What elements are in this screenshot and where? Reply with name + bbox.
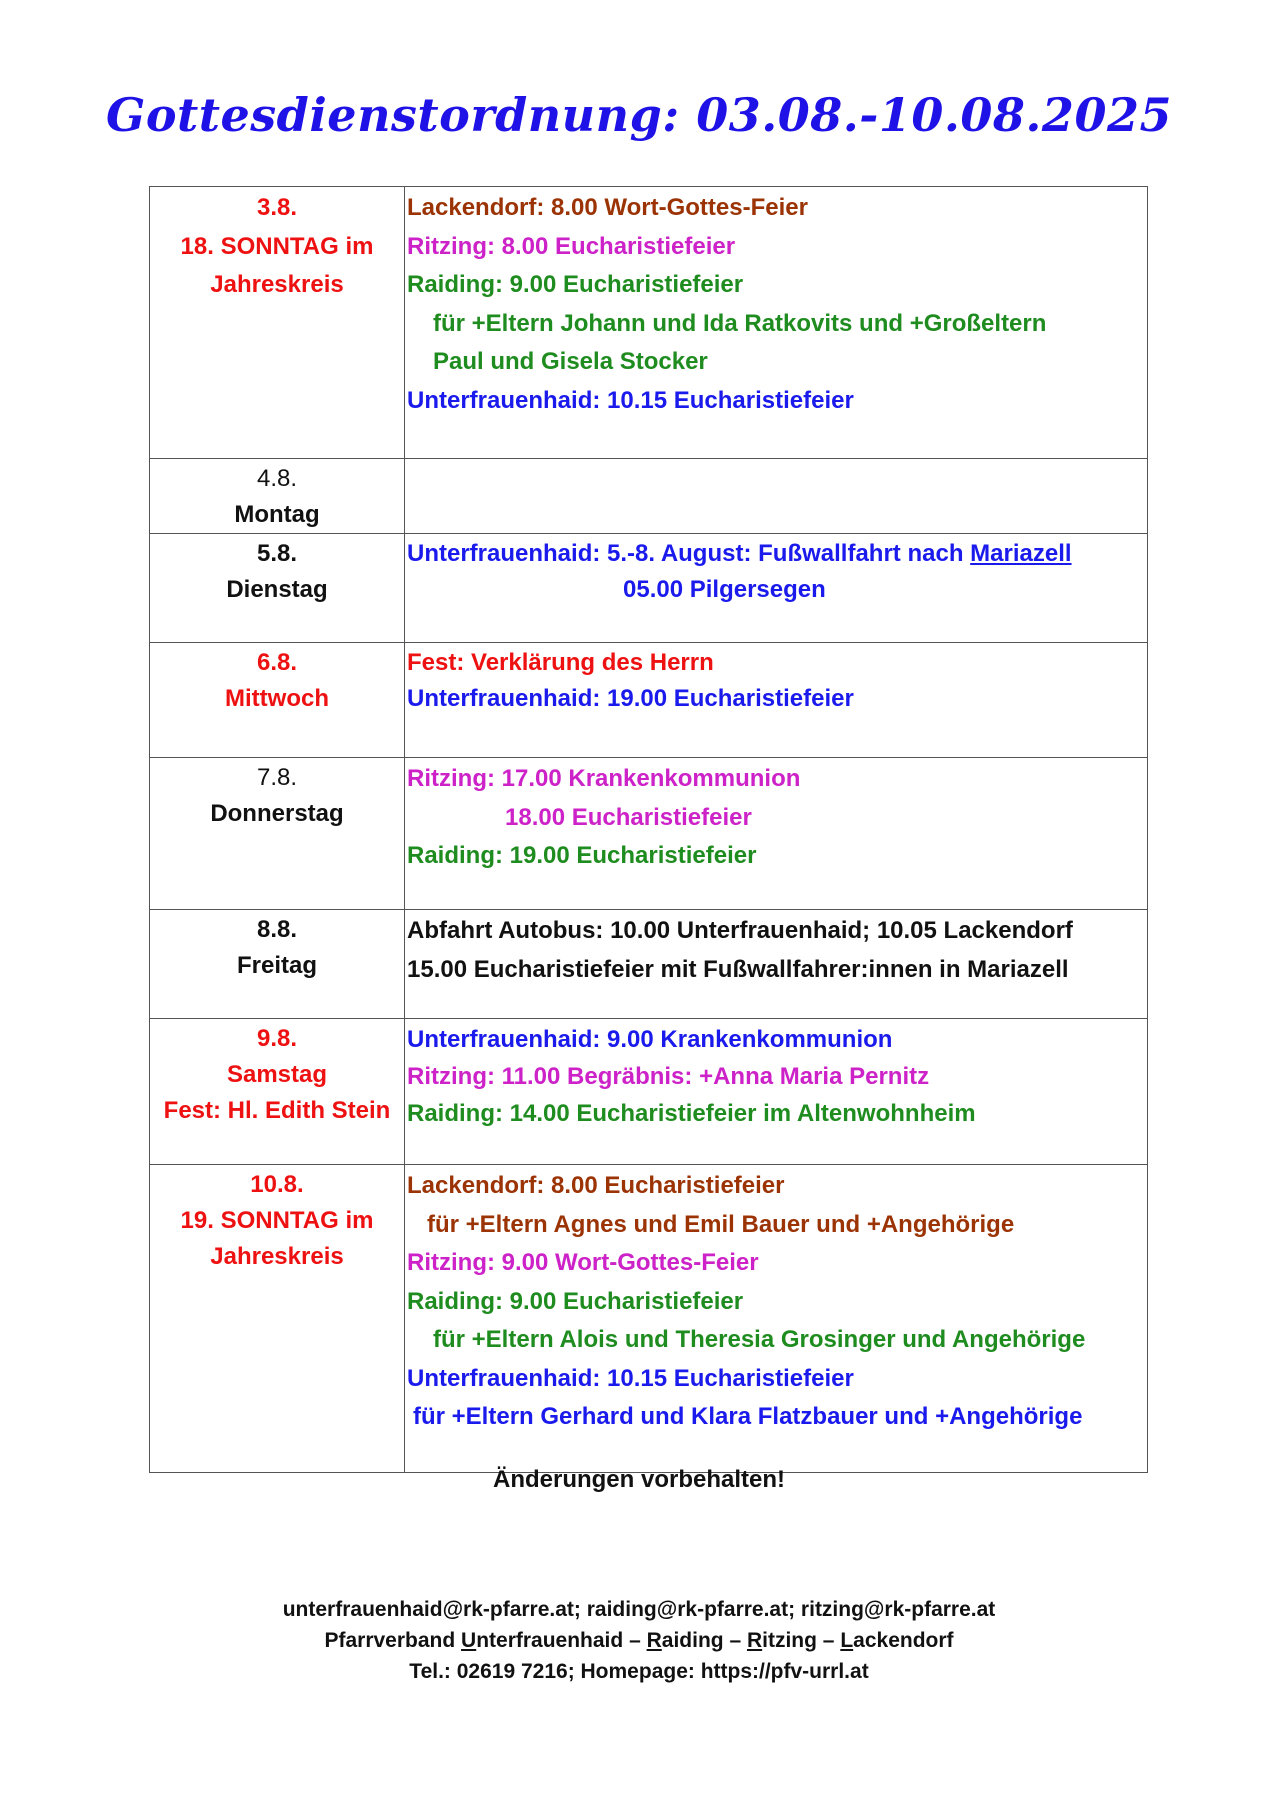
changes-note: Änderungen vorbehalten! [492,1466,786,1493]
entry-line [407,536,1147,572]
entry-line: Lackendorf: 8.00 Wort-Gottes-Feier [407,194,808,221]
entry-line: für +Eltern Alois und Theresia Grosinger und Angehörige [433,1326,1086,1353]
table-row [150,910,1148,1019]
footer [0,1594,1278,1687]
day-cell [150,534,405,643]
day-date: 3.8. [256,194,298,221]
table-row [150,758,1148,910]
footer-emails[interactable]: unterfrauenhaid@rk-pfarre.at; raiding@rk-pfarre.at; ritzing@rk-pfarre.at [282,1598,996,1621]
schedule-table [149,186,1148,1473]
entry-line: Lackendorf: 8.00 Eucharistiefeier [407,1172,785,1199]
entries-cell [405,534,1148,643]
association-initial-r: R [746,1629,763,1652]
day-cell [150,459,405,534]
day-cell [150,187,405,459]
entries-cell [405,1019,1148,1165]
association-prefix: Pfarrverband [324,1629,462,1652]
entries-cell [405,187,1148,459]
day-cell [150,758,405,910]
association-initial-l: L [840,1629,854,1652]
day-cell [150,1019,405,1165]
page-title: Gottesdienstordnung: 03.08.-10.08.2025 [106,88,1172,142]
day-cell [150,1165,405,1473]
day-label: Dienstag [226,576,328,603]
day-label: Freitag [236,952,317,979]
association-separator: – [723,1629,747,1652]
day-label: 18. SONNTAG im [180,232,374,260]
entry-line: Abfahrt Autobus: 10.00 Unterfrauenhaid; 10.05 Lackendorf [407,917,1073,944]
entry-line: für +Eltern Gerhard und Klara Flatzbauer und +Angehörige [413,1403,1083,1430]
table-row [150,1019,1148,1165]
day-date: 4.8. [256,465,298,492]
association-name-part: aiding [661,1629,724,1652]
entry-line: 05.00 Pilgersegen [623,576,826,603]
association-name-part: nterfrauenhaid [476,1629,624,1652]
entry-text: Unterfrauenhaid: 5.-8. August: Fußwallfahrt nach [407,540,964,567]
day-date: 5.8. [256,540,298,567]
entry-line: Ritzing: 17.00 Krankenkommunion [407,765,801,792]
entries-cell [405,1165,1148,1473]
entries-cell [405,910,1148,1019]
day-date: 8.8. [256,916,298,943]
entry-line: 18.00 Eucharistiefeier [505,803,752,831]
day-label: Montag [234,501,320,528]
day-cell [150,643,405,758]
table-row [150,534,1148,643]
entry-line: Unterfrauenhaid: 19.00 Eucharistiefeier [407,685,854,712]
day-label: Donnerstag [210,800,344,827]
day-cell [150,910,405,1019]
day-label: Jahreskreis [210,271,344,298]
day-date: 9.8. [256,1025,298,1052]
entry-line: Paul und Gisela Stocker [433,348,708,375]
table-row [150,1165,1148,1473]
day-date: 10.8. [250,1171,304,1198]
day-label: Mittwoch [225,685,329,712]
entries-cell [405,643,1148,758]
day-label: Jahreskreis [210,1243,344,1270]
entry-line: Ritzing: 11.00 Begräbnis: +Anna Maria Pernitz [407,1063,930,1090]
association-name-part: ackendorf [853,1629,954,1652]
entry-line: Raiding: 9.00 Eucharistiefeier [407,271,744,298]
footer-association [0,1625,1278,1656]
entries-cell [405,758,1148,910]
entry-line: Unterfrauenhaid: 10.15 Eucharistiefeier [407,386,854,414]
entry-line: für +Eltern Johann und Ida Ratkovits und +Großeltern [433,309,1047,337]
entry-line: Unterfrauenhaid: 10.15 Eucharistiefeier [407,1364,854,1392]
entry-line: 15.00 Eucharistiefeier mit Fußwallfahrer:innen in Mariazell [407,955,1069,983]
table-row [150,643,1148,758]
entry-line: Fest: Verklärung des Herrn [407,649,714,676]
association-name-part: itzing [762,1629,817,1652]
entry-line: Unterfrauenhaid: 9.00 Krankenkommunion [407,1026,893,1053]
entries-cell [405,459,1148,534]
footer-contact[interactable]: Tel.: 02619 7216; Homepage: https://pfv-urrl.at [409,1660,869,1683]
association-separator: – [623,1629,647,1652]
day-label: 19. SONNTAG im [180,1207,374,1234]
day-date: 6.8. [256,649,298,676]
day-date: 7.8. [256,764,298,791]
entry-line: Ritzing: 8.00 Eucharistiefeier [407,232,736,260]
association-initial-r: R [646,1629,662,1652]
entry-line: Raiding: 14.00 Eucharistiefeier im Altenwohnheim [407,1100,976,1127]
day-feast: Fest: Hl. Edith Stein [163,1097,391,1124]
table-row [150,187,1148,459]
entry-line: für +Eltern Agnes und Emil Bauer und +Angehörige [427,1210,1015,1238]
entry-line: Raiding: 9.00 Eucharistiefeier [407,1287,744,1315]
association-separator: – [816,1629,841,1652]
entry-line: Ritzing: 9.00 Wort-Gottes-Feier [407,1249,759,1276]
association-initial-u: U [461,1629,477,1652]
entry-line: Raiding: 19.00 Eucharistiefeier [407,842,757,869]
day-label: Samstag [226,1061,328,1088]
mariazell-link[interactable]: Mariazell [970,540,1072,567]
table-row [150,459,1148,534]
